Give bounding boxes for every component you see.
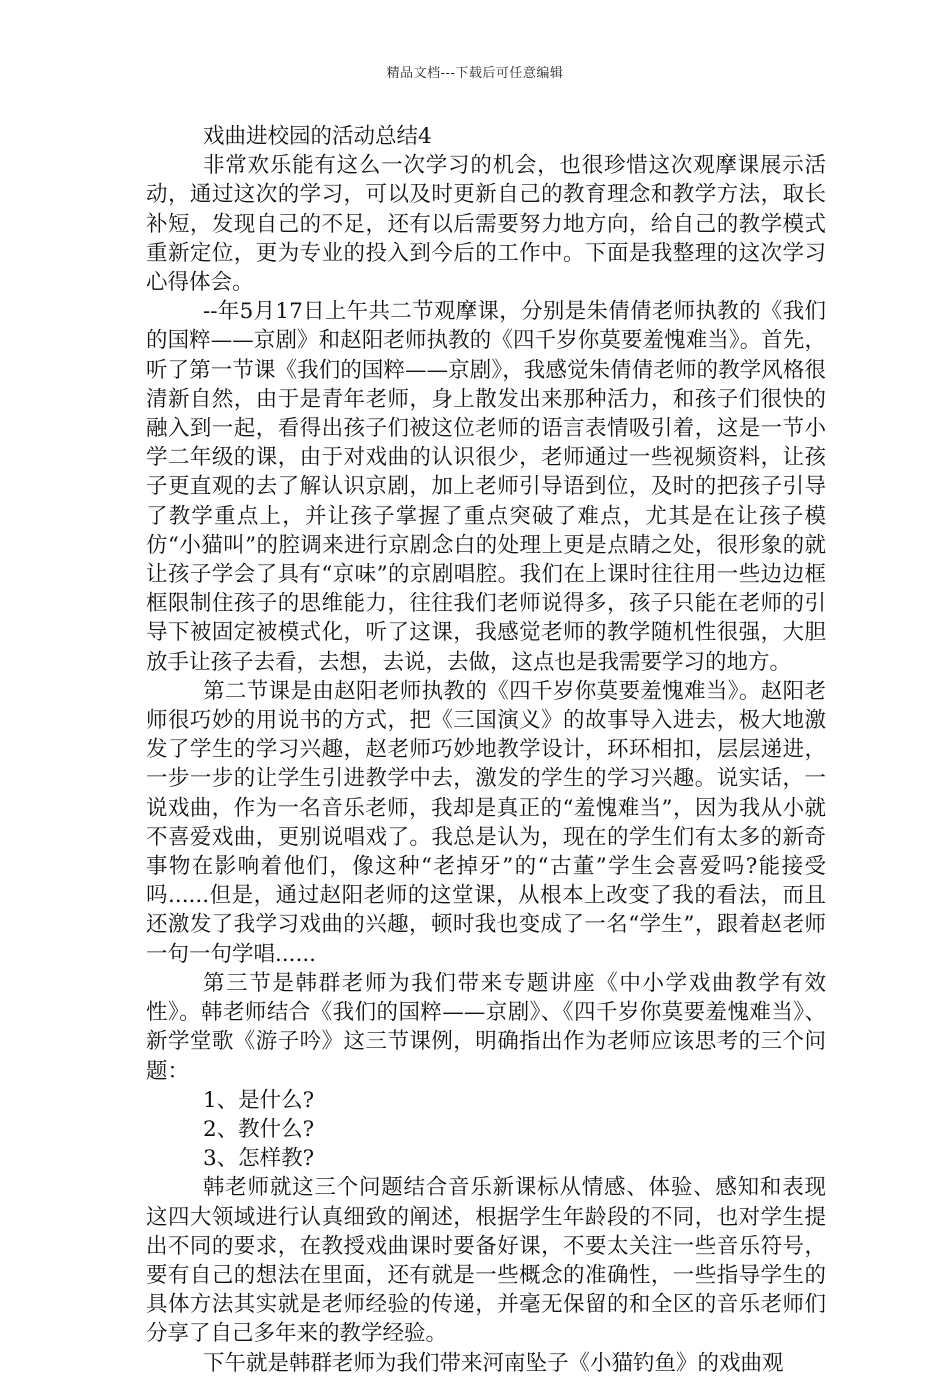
paragraph-intro: 非常欢乐能有这么一次学习的机会，也很珍惜这次观摩课展示活动，通过这次的学习，可以及时更新自己的教育理念和教学方法，取长补短，发现自己的不足，还有以后需要努力地方向，给自己的教学模式重新定位，更为专业的投入到今后的工作中。下面是我整理的这次学习心得体会。 — [146, 153, 826, 296]
list-item-what: 1、是什么? — [203, 1087, 315, 1113]
document-title: 戏曲进校园的活动总结4 — [203, 124, 432, 149]
paragraph-third-lecture: 第三节是韩群老师为我们带来专题讲座《中小学戏曲教学有效性》。韩老师结合《我们的国粹——京剧》、《四千岁你莫要羞愧难当》、新学堂歌《游子吟》这三节课例，明确指出作为老师应该思考的三个问题： — [146, 970, 826, 1084]
header-note: 精品文档---下载后可任意编辑 — [386, 66, 564, 81]
paragraph-first-lesson: --年5月17日上午共二节观摩课，分别是朱倩倩老师执教的《我们的国粹——京剧》和赵阳老师执教的《四千岁你莫要羞愧难当》。首先，听了第一节课《我们的国粹——京剧》，我感觉朱倩倩老师的教学风格很清新自然，由于是青年老师，身上散发出来那种活力，和孩子们很快的融入到一起，看得出孩子们被这位老师的语言表情吸引着，这是一节小学二年级的课，由于对戏曲的认识很少，老师通过一些视频资料，让孩子更直观的去了解认识京剧，加上老师引导语到位，及时的把孩子引导了教学重点上，并让孩子掌握了重点突破了难点，尤其是在让孩子模仿“小猫叫”的腔调来进行京剧念白的处理上更是点睛之处，很形象的就让孩子学会了具有“京味”的京剧唱腔。我们在上课时往往用一些边边框框限制住孩子的思维能力，往往我们老师说得多，孩子只能在老师的引导下被固定被模式化，听了这课，我感觉老师的教学随机性很强，大胆放手让孩子去看，去想，去说，去做，这点也是我需要学习的地方。 — [146, 299, 826, 675]
list-item-teach-what: 2、教什么? — [203, 1116, 315, 1142]
document-body — [146, 122, 826, 1378]
list-item-how: 3、怎样教? — [203, 1146, 315, 1172]
paragraph-han-elaboration: 韩老师就这三个问题结合音乐新课标从情感、体验、感知和表现这四大领域进行认真细致的阐述，根据学生年龄段的不同，也对学生提出不同的要求，在教授戏曲课时要备好课，不要太关注一些音乐符号，要有自己的想法在里面，还有就是一些概念的准确性，一些指导学生的具体方法其实就是老师经验的传递，并毫无保留的和全区的音乐老师们分享了自己多年来的教学经验。 — [146, 1175, 826, 1347]
paragraph-second-lesson: 第二节课是由赵阳老师执教的《四千岁你莫要羞愧难当》。赵阳老师很巧妙的用说书的方式，把《三国演义》的故事导入进去，极大地激发了学生的学习兴趣，赵老师巧妙地教学设计，环环相扣，层层递进，一步一步的让学生引进教学中去，激发的学生的学习兴趣。说实话，一说戏曲，作为一名音乐老师，我却是真正的“羞愧难当”，因为我从小就不喜爱戏曲，更别说唱戏了。我总是认为，现在的学生们有太多的新奇事物在影响着他们，像这种“老掉牙”的“古董”学生会喜爱吗?能接受吗......但是，通过赵阳老师的这堂课，从根本上改变了我的看法，而且还激发了我学习戏曲的兴趣，顿时我也变成了一名“学生”，跟着赵老师一句一句学唱...... — [146, 678, 826, 967]
paragraph-afternoon: 下午就是韩群老师为我们带来河南坠子《小猫钓鱼》的戏曲观 — [203, 1350, 784, 1376]
